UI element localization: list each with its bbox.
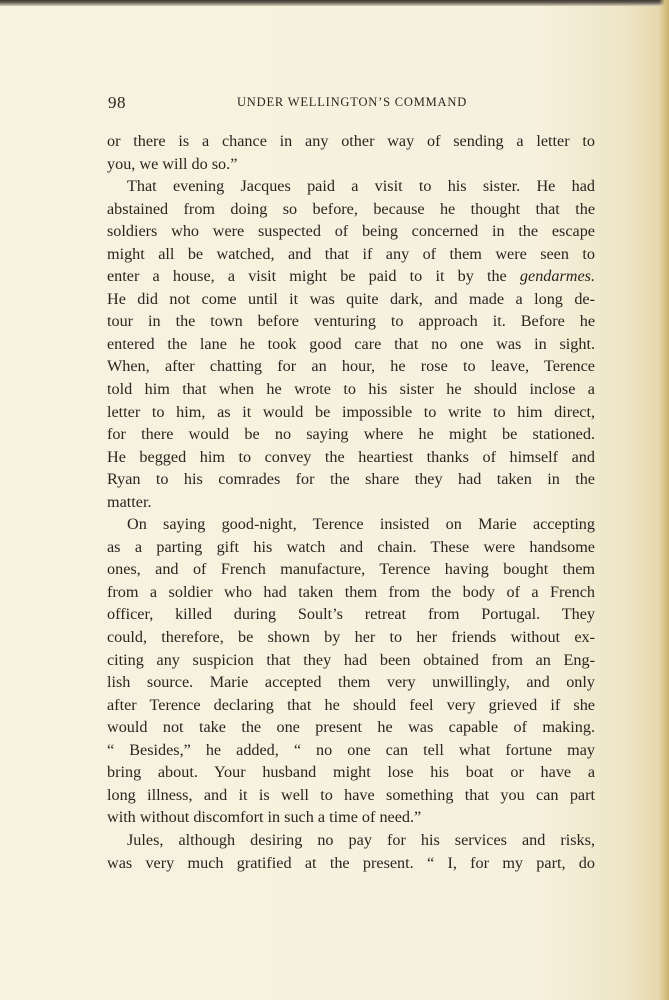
text-line: [107, 378, 595, 401]
text-line: [107, 671, 595, 694]
text-line-content: told him that when he wrote to his sister he should inclose a: [107, 380, 595, 399]
text-line-content: tour in the town before venturing to approach it. Before he: [107, 312, 595, 331]
text-line: [107, 806, 595, 829]
text-line-content: might all be watched, and that if any of them were seen to: [107, 244, 595, 263]
text-line-content: from a soldier who had taken them from the body of a French: [107, 582, 595, 601]
text-line-content: after Terence declaring that he should feel very grieved if she: [107, 695, 595, 714]
text-line: [107, 649, 595, 672]
page-top-edge: [0, 0, 669, 6]
text-line-content: entered the lane he took good care that no one was in sight.: [107, 334, 595, 353]
page-header: [108, 93, 596, 115]
text-line-content: could, therefore, be shown by her to her friends without ex-: [107, 628, 595, 647]
text-line: [107, 829, 595, 852]
text-line-content: “ Besides,” he added, “ no one can tell what fortune may: [107, 740, 595, 759]
text-line-content: When, after chatting for an hour, he rose to leave, Terence: [107, 357, 595, 376]
text-line-content: Jules, although desiring no pay for his services and risks,: [127, 830, 595, 849]
text-line: [107, 513, 595, 536]
text-line: [107, 536, 595, 559]
text-line-content: lish source. Marie accepted them very unwillingly, and only: [107, 673, 595, 692]
page-number: 98: [108, 93, 126, 112]
text-line: [107, 310, 595, 333]
text-line-content: you, we will do so.”: [107, 154, 238, 173]
text-line: [107, 626, 595, 649]
text-line-content: That evening Jacques paid a visit to his sister. He had: [127, 177, 595, 196]
italic-word: gendarmes.: [519, 267, 596, 286]
text-line-content: He did not come until it was quite dark, and made a long de-: [107, 289, 595, 308]
text-line-content: was very much gratified at the present. “ I, for my part, do: [107, 853, 595, 872]
text-line-content: ones, and of French manufacture, Terence having bought them: [107, 560, 595, 579]
text-line-content: officer, killed during Soult’s retreat from Portugal. They: [107, 605, 595, 624]
text-line: [107, 423, 595, 446]
text-line: [107, 220, 595, 243]
text-line: [107, 446, 595, 469]
text-line: [107, 175, 595, 198]
text-line: [107, 491, 595, 514]
text-line-content: On saying good-night, Terence insisted on Marie accepting: [127, 515, 595, 534]
text-line-content: Ryan to his comrades for the share they had taken in the: [107, 470, 595, 489]
page-right-edge: [659, 0, 669, 1000]
text-line-content: soldiers who were suspected of being concerned in the escape: [107, 222, 595, 241]
text-line: [107, 716, 595, 739]
text-line-content: would not take the one present he was capable of making.: [107, 718, 595, 737]
text-line-content: letter to him, as it would be impossible to write to him direct,: [107, 402, 595, 421]
text-line-content: enter a house, a visit might be paid to it by the: [107, 267, 507, 286]
text-line: [107, 603, 595, 626]
text-line-content: for there would be no saying where he might be stationed.: [107, 425, 595, 444]
text-line: [107, 739, 595, 762]
text-line: [107, 852, 595, 875]
text-line-content: matter.: [107, 492, 152, 511]
text-line-content: abstained from doing so before, because he thought that the: [107, 199, 595, 218]
text-line: [107, 265, 595, 288]
text-line-content: with without discomfort in such a time of need.”: [107, 808, 422, 827]
text-line: [107, 153, 595, 176]
text-line: [107, 694, 595, 717]
text-line: [107, 468, 595, 491]
text-line-content: long illness, and it is well to have something that you can part: [107, 785, 595, 804]
text-line-content: as a parting gift his watch and chain. These were handsome: [107, 537, 595, 556]
text-line: [107, 581, 595, 604]
text-line: [107, 784, 595, 807]
text-line: [107, 401, 595, 424]
running-head: UNDER WELLINGTON’S COMMAND: [236, 95, 468, 109]
text-line-content: citing any suspicion that they had been obtained from an Eng-: [107, 650, 595, 669]
text-line-content: bring about. Your husband might lose his boat or have a: [107, 763, 595, 782]
text-line: [107, 288, 595, 311]
text-line: [107, 761, 595, 784]
text-line: [107, 558, 595, 581]
text-line-content: He begged him to convey the heartiest thanks of himself and: [107, 447, 595, 466]
text-line: [107, 355, 595, 378]
text-line-content: or there is a chance in any other way of sending a letter to: [107, 132, 595, 150]
body-text: [107, 130, 595, 874]
text-line: [107, 130, 595, 153]
text-line: [107, 198, 595, 221]
text-line: [107, 243, 595, 266]
text-line: [107, 333, 595, 356]
